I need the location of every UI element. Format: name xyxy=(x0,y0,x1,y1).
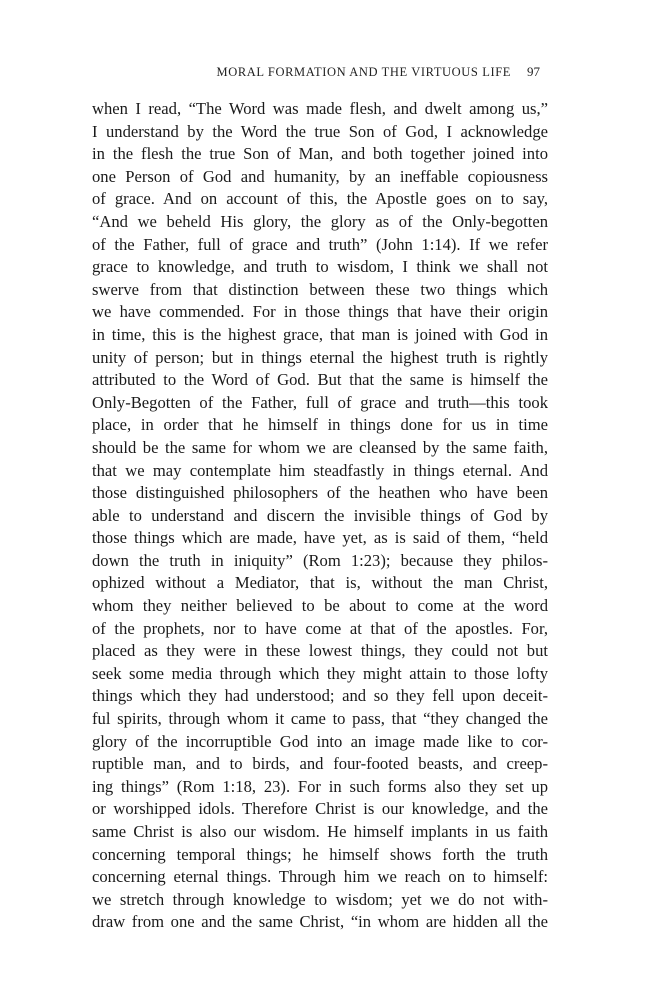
text-line: grace to knowledge, and truth to wisdom, I think we shall not xyxy=(92,257,548,277)
text-line: concerning temporal things; he himself shows forth the truth xyxy=(92,844,548,864)
text-line: we stretch through knowledge to wisdom; yet we do not with- xyxy=(92,889,548,909)
text-line: that we may contemplate him steadfastly in things eternal. And xyxy=(92,460,548,480)
text-line: things which they had understood; and so they fell upon deceit- xyxy=(92,686,548,706)
text-line: draw from one and the same Christ, “in whom are hidden all the xyxy=(92,912,548,932)
text-line: concerning eternal things. Through him we reach on to himself: xyxy=(92,867,548,887)
text-line: we have commended. For in those things that have their origin xyxy=(92,302,548,322)
text-line: of the Father, full of grace and truth” (John 1:14). If we refer xyxy=(92,234,548,254)
text-line: swerve from that distinction between these two things which xyxy=(92,279,548,299)
text-line: ruptible man, and to birds, and four-footed beasts, and creep- xyxy=(92,754,548,774)
text-line: of the prophets, nor to have come at that of the apostles. For, xyxy=(92,618,548,638)
text-line: Only-Begotten of the Father, full of grace and truth—this took xyxy=(92,392,548,412)
text-line: attributed to the Word of God. But that the same is himself the xyxy=(92,370,548,390)
text-line: or worshipped idols. Therefore Christ is our knowledge, and the xyxy=(92,799,548,819)
text-line: ophized without a Mediator, that is, without the man Christ, xyxy=(92,573,548,593)
running-head-title: MORAL FORMATION AND THE VIRTUOUS LIFE xyxy=(216,65,511,79)
text-line: unity of person; but in things eternal the highest truth is rightly xyxy=(92,347,548,367)
text-line: glory of the incorruptible God into an image made like to cor- xyxy=(92,731,548,751)
text-line: ful spirits, through whom it came to pass, that “they changed the xyxy=(92,709,548,729)
text-line: those distinguished philosophers of the heathen who have been xyxy=(92,483,548,503)
text-line: whom they neither believed to be about to come at the word xyxy=(92,596,548,616)
text-line: place, in order that he himself in things done for us in time xyxy=(92,415,548,435)
running-head xyxy=(92,64,540,80)
text-line: able to understand and discern the invisible things of God by xyxy=(92,505,548,525)
text-line: in the flesh the true Son of Man, and both together joined into xyxy=(92,144,548,164)
text-line: down the truth in iniquity” (Rom 1:23); because they philos- xyxy=(92,550,548,570)
text-line: seek some media through which they might attain to those lofty xyxy=(92,663,548,683)
text-line: I understand by the Word the true Son of God, I acknowledge xyxy=(92,121,548,141)
text-line: when I read, “The Word was made flesh, and dwelt among us,” xyxy=(92,99,548,118)
text-line: in time, this is the highest grace, that man is joined with God in xyxy=(92,324,548,344)
text-line: those things which are made, have yet, as is said of them, “held xyxy=(92,528,548,548)
text-line: should be the same for whom we are cleansed by the same faith, xyxy=(92,437,548,457)
text-line: placed as they were in these lowest things, they could not but xyxy=(92,641,548,661)
text-line: “And we beheld His glory, the glory as of the Only-begotten xyxy=(92,211,548,231)
text-line: of grace. And on account of this, the Apostle goes on to say, xyxy=(92,189,548,209)
body-paragraph xyxy=(92,98,548,934)
text-line: same Christ is also our wisdom. He himself implants in us faith xyxy=(92,822,548,841)
page-number: 97 xyxy=(527,64,540,79)
text-line: ing things” (Rom 1:18, 23). For in such forms also they set up xyxy=(92,776,548,796)
text-line: one Person of God and humanity, by an ineffable copiousness xyxy=(92,166,548,186)
